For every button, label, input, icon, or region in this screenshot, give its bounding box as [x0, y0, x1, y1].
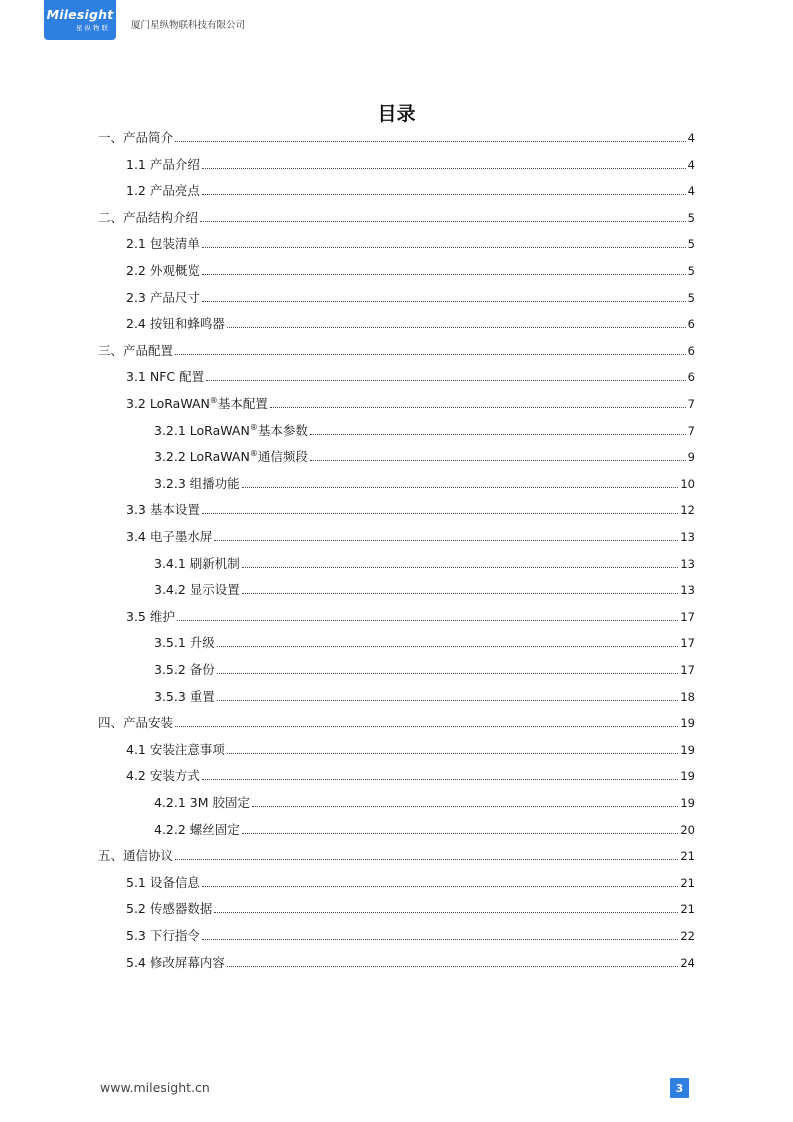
- toc-entry[interactable]: [154, 552, 695, 572]
- registered-mark: ®: [209, 396, 218, 405]
- toc-leader-dots: [217, 646, 679, 647]
- toc-title: 目录: [377, 103, 416, 125]
- toc-entry[interactable]: [126, 232, 695, 252]
- toc-entry[interactable]: [98, 126, 695, 146]
- toc-leader-dots: [175, 141, 686, 142]
- toc-leader-dots: [202, 513, 679, 514]
- toc-entry-page: 21: [680, 875, 695, 890]
- toc-entry-label: 3.5.3 重置: [154, 688, 215, 704]
- toc-entry-label: 5.2 传感器数据: [126, 901, 213, 917]
- toc-entry-page: 20: [680, 822, 695, 837]
- toc-entry-label: 5.3 下行指令: [126, 928, 200, 943]
- toc-entry-label: 3.4 电子墨水屏: [126, 529, 213, 544]
- toc-entry[interactable]: [154, 658, 695, 678]
- toc-entry-page: 24: [680, 955, 695, 970]
- toc-entry-page: 10: [680, 476, 695, 491]
- toc-entry[interactable]: [154, 818, 695, 838]
- page-header: [0, 0, 793, 44]
- toc-entry-page: 13: [680, 583, 695, 598]
- toc-entry-page: 17: [680, 609, 695, 624]
- toc-leader-dots: [202, 301, 686, 302]
- toc-entry[interactable]: [154, 791, 695, 811]
- toc-entry-label: 1.1 产品介绍: [126, 156, 200, 172]
- toc-entry[interactable]: [126, 312, 695, 332]
- toc-entry-page: 5: [687, 290, 695, 305]
- toc-entry-page: 4: [687, 157, 695, 172]
- toc-leader-dots: [242, 593, 679, 594]
- toc-entry-page: 21: [680, 902, 695, 917]
- toc-entry[interactable]: [126, 764, 695, 784]
- page-number-badge: 3: [670, 1078, 689, 1098]
- toc-entry-label: 3.5.2 备份: [154, 662, 215, 677]
- toc-leader-dots: [242, 833, 679, 834]
- registered-mark: ®: [249, 422, 258, 432]
- toc-leader-dots: [310, 434, 686, 435]
- toc-leader-dots: [202, 886, 679, 887]
- toc-entry[interactable]: [126, 951, 695, 971]
- toc-leader-dots: [217, 700, 679, 701]
- toc-entry-page: 13: [680, 530, 695, 544]
- toc-entry[interactable]: [126, 605, 695, 625]
- toc-leader-dots: [214, 540, 678, 541]
- toc-entry-label: 1.2 产品亮点: [126, 183, 200, 199]
- toc-entry-page: 19: [680, 796, 695, 810]
- toc-entry-label: 4.2.2 螺丝固定: [154, 821, 240, 837]
- toc-entry-page: 5: [687, 210, 695, 225]
- toc-entry-page: 18: [680, 689, 695, 704]
- toc-leader-dots: [202, 247, 686, 248]
- toc-entry[interactable]: [98, 339, 695, 359]
- toc-entry[interactable]: [126, 365, 695, 385]
- toc-entry-label: 4.1 安装注意事项: [126, 741, 225, 757]
- toc-entry-label: 5.1 设备信息: [126, 874, 200, 890]
- footer-url[interactable]: www.milesight.cn: [100, 1080, 210, 1095]
- toc-entry[interactable]: [154, 578, 695, 598]
- toc-entry-page: 19: [680, 742, 695, 757]
- toc-entry[interactable]: [126, 525, 695, 545]
- toc-entry-label: 3.4.1 刷新机制: [154, 555, 240, 571]
- toc-entry-page: 19: [680, 716, 695, 731]
- toc-leader-dots: [202, 939, 679, 940]
- toc-leader-dots: [202, 168, 686, 169]
- toc-entry[interactable]: [126, 286, 695, 306]
- toc-entry-label: 3.2.1 LoRaWAN®基本参数: [154, 422, 308, 438]
- toc-entry-label: 2.3 产品尺寸: [126, 289, 200, 305]
- toc-entry-page: 7: [687, 423, 695, 438]
- toc-entry-label: 五、通信协议: [98, 848, 174, 864]
- toc-entry-page: 12: [680, 503, 695, 518]
- toc-leader-dots: [175, 354, 686, 355]
- toc-entry-label: 3.2 LoRaWAN®基本配置: [126, 396, 268, 411]
- logo-brand-text: Milesight: [46, 7, 114, 22]
- toc-entry[interactable]: [126, 179, 695, 199]
- toc-entry[interactable]: [126, 738, 695, 758]
- toc-entry-label: 5.4 修改屏幕内容: [126, 954, 225, 970]
- toc-entry[interactable]: [154, 445, 695, 465]
- toc-entry-label: 4.2.1 3M 胶固定: [154, 795, 250, 810]
- toc-entry-page: 19: [680, 769, 695, 784]
- toc-leader-dots: [227, 966, 679, 967]
- toc-leader-dots: [175, 859, 678, 860]
- toc-entry-page: 17: [680, 636, 695, 651]
- toc-entry-page: 6: [687, 370, 695, 385]
- toc-leader-dots: [227, 753, 679, 754]
- toc-entry-page: 9: [687, 450, 695, 465]
- toc-entry-page: 4: [687, 131, 695, 145]
- toc-entry-label: 一、产品简介: [98, 130, 174, 145]
- toc-leader-dots: [242, 567, 679, 568]
- toc-entry-label: 二、产品结构介绍: [98, 209, 199, 225]
- toc-entry[interactable]: [126, 871, 695, 891]
- logo-sub-text: 星纵物联: [76, 24, 110, 32]
- toc-entry-page: 6: [687, 343, 695, 358]
- toc-entry[interactable]: [154, 472, 695, 492]
- toc-entry[interactable]: [126, 924, 695, 944]
- toc-entry-label: 3.3 基本设置: [126, 502, 200, 518]
- toc-leader-dots: [310, 460, 686, 461]
- toc-entry-label: 3.4.2 显示设置: [154, 582, 240, 598]
- toc-entry-label: 2.2 外观概览: [126, 263, 200, 278]
- toc-entry[interactable]: [126, 498, 695, 518]
- toc-leader-dots: [202, 779, 679, 780]
- toc-leader-dots: [206, 380, 686, 381]
- toc-entry[interactable]: [98, 206, 695, 226]
- toc-leader-dots: [214, 912, 678, 913]
- toc-leader-dots: [252, 806, 678, 807]
- toc-leader-dots: [177, 620, 679, 621]
- toc-entry-label: 3.2.2 LoRaWAN®通信频段: [154, 449, 308, 465]
- toc-entry-page: 7: [687, 397, 695, 411]
- toc-entry[interactable]: [154, 631, 695, 651]
- toc-entry[interactable]: [98, 711, 695, 731]
- toc-leader-dots: [202, 194, 686, 195]
- toc-entry[interactable]: [126, 897, 695, 917]
- toc-entry-page: 5: [687, 264, 695, 278]
- toc-leader-dots: [175, 726, 678, 727]
- toc-leader-dots: [242, 487, 679, 488]
- toc-entry-label: 三、产品配置: [98, 342, 174, 358]
- toc-entry-label: 2.1 包装清单: [126, 236, 200, 252]
- toc-entry[interactable]: [126, 392, 695, 412]
- toc-entry-label: 四、产品安装: [98, 715, 174, 731]
- toc-leader-dots: [270, 407, 686, 408]
- toc-entry-page: 5: [687, 237, 695, 252]
- toc-entry[interactable]: [126, 153, 695, 173]
- toc-leader-dots: [227, 327, 686, 328]
- toc-entry-page: 22: [680, 929, 695, 943]
- toc-entry[interactable]: [98, 844, 695, 864]
- registered-mark: ®: [249, 449, 258, 459]
- company-name: 厦门星纵物联科技有限公司: [131, 20, 246, 31]
- toc-entry-label: 3.2.3 组播功能: [154, 475, 240, 491]
- toc-entry-page: 17: [680, 663, 695, 677]
- toc-leader-dots: [217, 673, 679, 674]
- toc-entry-page: 4: [687, 184, 695, 199]
- toc-entry-label: 3.1 NFC 配置: [126, 369, 205, 385]
- toc-entry-label: 3.5.1 升级: [154, 635, 215, 651]
- toc-entry[interactable]: [154, 685, 695, 705]
- milesight-logo: [44, 0, 116, 40]
- toc-entry-page: 13: [680, 556, 695, 571]
- toc-entry[interactable]: [126, 259, 695, 279]
- toc-entry-page: 6: [687, 317, 695, 332]
- toc-entry-label: 4.2 安装方式: [126, 768, 200, 784]
- toc-entry-label: 3.5 维护: [126, 608, 175, 624]
- toc-leader-dots: [202, 274, 686, 275]
- toc-entry-page: 21: [680, 849, 695, 864]
- toc-leader-dots: [200, 221, 686, 222]
- toc-entry-label: 2.4 按钮和蜂鸣器: [126, 316, 225, 332]
- toc-entry[interactable]: [154, 419, 695, 439]
